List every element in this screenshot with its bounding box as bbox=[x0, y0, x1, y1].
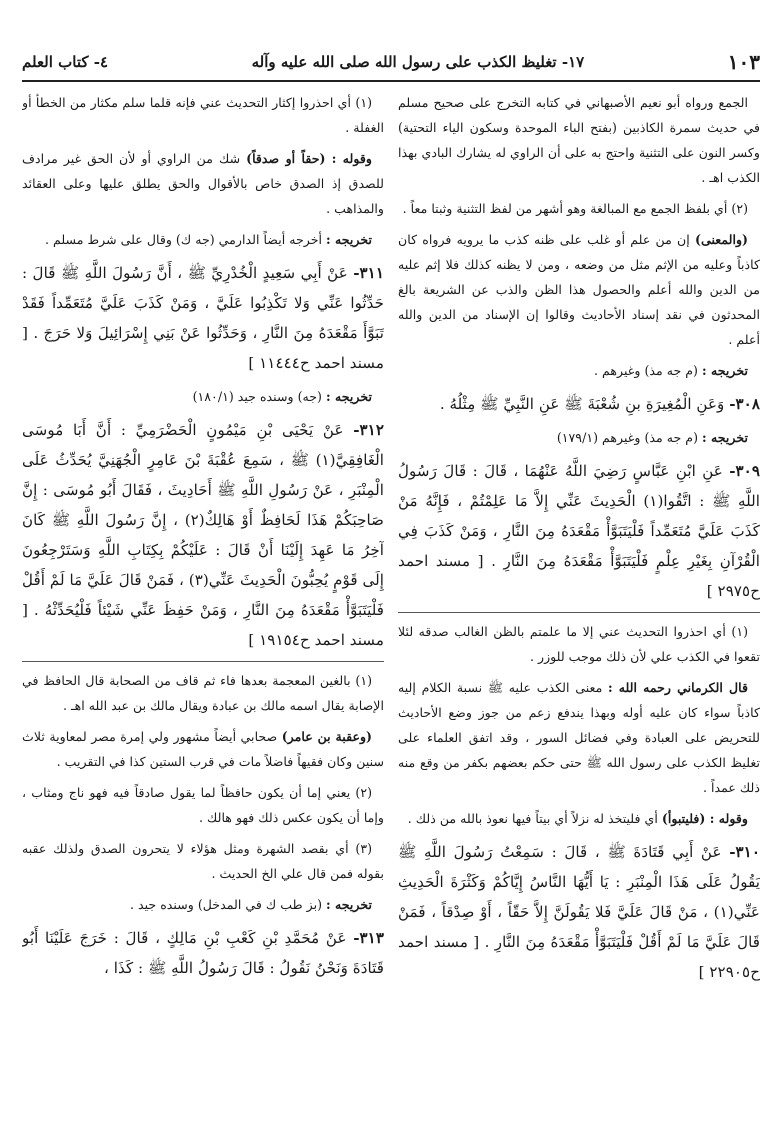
hadith-paragraph bbox=[398, 837, 760, 987]
hadith-paragraph bbox=[22, 923, 384, 983]
note-paragraph bbox=[22, 892, 384, 917]
paragraph-text: (١) بالغين المعجمة بعدها فاء ثم قاف من الصحابة قال الحافظ في الإصابة يقال اسمه مالك بن عبادة ويقال مالك بن عبد الله اهـ . bbox=[22, 673, 384, 713]
paragraph-text: (م جه مذ) وغيرهم . bbox=[594, 363, 702, 378]
note-paragraph bbox=[22, 668, 384, 718]
paragraph-text: شك من الراوي أو لأن الحق غير مرادف للصدق إذ الصدق خاص بالأقوال والحق يطلق عليها وعلى العقائد والمذاهب . bbox=[22, 151, 384, 216]
chapter-title: ١٧- تغليظ الكذب على رسول الله صلى الله عليه وآله bbox=[251, 53, 585, 71]
note-heading: وقوله : (حقاً أو صدقاً) bbox=[246, 151, 372, 166]
note-heading: تخريجه : bbox=[701, 430, 748, 445]
note-heading: تخريجه : bbox=[325, 897, 372, 912]
book-page bbox=[22, 44, 760, 1104]
note-paragraph bbox=[398, 806, 760, 831]
paragraph-text: أخرجه أيضاً الدارمي (جه ك) وقال على شرط مسلم . bbox=[44, 232, 326, 247]
note-paragraph bbox=[22, 90, 384, 140]
paragraph-text: (جه) وسنده جيد (١٨٠/١) bbox=[192, 389, 326, 404]
hadith-number: ٣١٠- bbox=[729, 843, 760, 861]
paragraph-text: الجمع ورواه أبو نعيم الأصبهاني في كتابه التخرج على صحيح مسلم في حديث سمرة الكاذبين (بفتح الباء الموحدة وسكون الياء التحتية) وكسر النون على التثنية واحتج به على أن الراوي له يشارك البادي بهذا الكذب اهـ . bbox=[398, 95, 760, 185]
note-paragraph bbox=[398, 227, 760, 352]
paragraph-text: (٢) أي بلفظ الجمع مع المبالغة وهو أشهر من لفظ التثنية وثبتا معاً . bbox=[402, 201, 748, 216]
right-column bbox=[398, 90, 760, 1100]
book-title: ٤- كتاب العلم bbox=[22, 53, 109, 71]
note-paragraph bbox=[22, 780, 384, 830]
paragraph-text: (بز طب ك في المدخل) وسنده جيد . bbox=[130, 897, 326, 912]
paragraph-text: (١) أي احذروا التحديث عني إلا ما علمتم بالظن الغالب صدقه لئلا تقعوا في الكذب علي لأن ذلك موجب للوزر . bbox=[398, 624, 760, 664]
hadith-number: ٣٠٨- bbox=[729, 395, 760, 413]
paragraph-text: (١) أي احذروا إكثار التحديث عني فإنه قلما سلم مكثار من الخطأ أو الغفلة . bbox=[22, 95, 384, 135]
hadith-number: ٣١١- bbox=[353, 264, 384, 282]
left-column bbox=[22, 90, 384, 1100]
hadith-number: ٣٠٩- bbox=[729, 462, 760, 480]
footnote-separator bbox=[22, 661, 384, 662]
note-paragraph bbox=[398, 425, 760, 450]
note-paragraph bbox=[398, 90, 760, 190]
paragraph-text: (٢) يعني إما أن يكون حافظاً لما يقول صادقاً فيه فهو ناج ومثاب ، وإما أن يكون عكس ذلك فهو هالك . bbox=[22, 785, 384, 825]
paragraph-text: عَنْ أَبِي سَعِيدٍ الْخُدْرِيِّ ﷺ ، أَنَّ رَسُولَ اللَّهِ ﷺ قَالَ : حَدِّثُوا عَنِّي وَلا تَكْذِبُوا عَلَيَّ ، وَمَنْ كَذَبَ عَلَيَّ مُتَعَمِّداً فَقَدْ تَبَوَّأَ مَقْعَدَهُ مِنَ النَّارِ ، وَحَدِّثُوا عَنْ بَنِي إِسْرَائِيلَ وَلا حَرَجَ . [ مسند احمد ح١١٤٤٤ ] bbox=[22, 264, 384, 372]
hadith-paragraph bbox=[398, 389, 760, 419]
paragraph-text: عَنْ مُحَمَّدِ بْنِ كَعْبِ بْنِ مَالِكٍ ، قَالَ : خَرَجَ عَلَيْنَا أَبُو قَتَادَةَ وَنَحْنُ نَقُولُ : قَالَ رَسُولُ اللَّهِ ﷺ : كَذَا ، bbox=[22, 929, 384, 977]
note-heading: تخريجه : bbox=[325, 232, 372, 247]
hadith-paragraph bbox=[22, 415, 384, 655]
note-paragraph bbox=[22, 146, 384, 221]
paragraph-text: وَعَنِ الْمُغِيرَةِ بنِ شُعْبَةَ ﷺ عَنِ النَّبِيِّ ﷺ مِثْلُهُ . bbox=[439, 395, 730, 413]
note-heading: تخريجه : bbox=[325, 389, 372, 404]
note-paragraph bbox=[22, 227, 384, 252]
paragraph-text: (م جه مذ) وغيرهم (١٧٩/١) bbox=[556, 430, 702, 445]
note-paragraph bbox=[398, 619, 760, 669]
paragraph-text: عَنِ ابْنِ عَبَّاسٍ رَضِيَ اللَّهُ عَنْهُمَا ، قَالَ : قَالَ رَسُولُ اللَّهِ ﷺ : اتَّقُوا(١) الْحَدِيثَ عَنِّي إِلاَّ مَا عَلِمْتُمْ ، فَإِنَّهُ مَنْ كَذَبَ عَلَيَّ مُتَعَمِّداً فَلْيَتَبَوَّأْ مَقْعَدَهُ مِنَ النَّارِ ، وَمَنْ كَذَبَ فِي الْقُرْآنِ بِغَيْرِ عِلْمٍ فَلْيَتَبَوَّأْ مَقْعَدَهُ مِنَ النَّارِ . [ مسند احمد ح٢٩٧٥ ] bbox=[398, 462, 760, 600]
paragraph-text: معنى الكذب عليه ﷺ نسبة الكلام إليه كاذباً سواء كان عليه أوله وبهذا يندفع زعم من جوز وضع الأحاديث للتحريض على العبادة وفي فضائل السور ، وقد اتفق العلماء على تغليظ الكذب على رسول الله ﷺ حتى حكم بعضهم بكفر من وقع منه ذلك عمداً . bbox=[398, 680, 760, 795]
paragraph-text: (٣) أي بقصد الشهرة ومثل هؤلاء لا يتحرون الصدق ولذلك عقبه بقوله فمن قال علي الخ الحديث . bbox=[22, 841, 384, 881]
note-heading: (والمعنى) bbox=[695, 232, 748, 247]
footnote-separator bbox=[398, 612, 760, 613]
note-paragraph bbox=[398, 358, 760, 383]
note-heading: تخريجه : bbox=[701, 363, 748, 378]
note-paragraph bbox=[22, 836, 384, 886]
paragraph-text: أي فليتخذ له نزلاً أي بيتاً فيها نعوذ بالله من ذلك . bbox=[407, 811, 662, 826]
paragraph-text: صحابي أيضاً مشهور ولي إمرة مصر لمعاوية ثلاث سنين وكان فقيهاً فاضلاً مات في قرب الستين كذا في التقريب . bbox=[22, 729, 384, 769]
hadith-paragraph bbox=[22, 258, 384, 378]
paragraph-text: إن من علم أو غلب على ظنه كذب ما يرويه فرواه كان كاذباً وعليه من الإثم مثل من وضعه ، ومن لا يظنه كذلك فلا إثم عليه من الدين والله أعلم والحصول هذا الظن والذب عن الشريعة بالغ المحدثون في نقد إسناد الأحاديث وقالوا إن الإسناد من الدين والله أعلم . bbox=[398, 232, 760, 347]
note-heading: قال الكرماني رحمه الله : bbox=[608, 680, 748, 695]
paragraph-text: عَنْ يَحْيَى بْنِ مَيْمُونٍ الْحَضْرَمِيِّ : أَنَّ أَبَا مُوسَى الْغَافِقِيَّ(١) ﷺ ، سَمِعَ عُقْبَةَ بْنَ عَامِرٍ الْجُهَنِيَّ يُحَدِّثُ عَلَى الْمِنْبَرِ ، عَنْ رَسُولِ اللَّهِ ﷺ أَحَادِيثَ ، فَقَالَ أَبُو مُوسَى : إِنَّ صَاحِبَكُمْ هَذَا لَحَافِظٌ أَوْ هَالِكٌ(٢) ، إِنَّ رَسُولَ اللَّهِ ﷺ كَانَ آخِرُ مَا عَهِدَ إِلَيْنَا أَنْ قَالَ : عَلَيْكُمْ بِكِتَابِ اللَّهِ وَسَتَرْجِعُونَ إِلَى قَوْمٍ يُحِبُّونَ الْحَدِيثَ عَنِّي(٣) ، فَمَنْ قَالَ عَلَيَّ مَا لَمْ أَقُلْ فَلْيَتَبَوَّأْ مَقْعَدَهُ مِنَ النَّارِ ، وَمَنْ حَفِظَ عَنِّي شَيْئاً فَلْيُحَدِّثْهُ . [ مسند احمد ح١٩١٥٤ ] bbox=[22, 421, 384, 649]
note-heading: (وعقبة بن عامر) bbox=[281, 729, 372, 744]
note-paragraph bbox=[398, 675, 760, 800]
hadith-paragraph bbox=[398, 456, 760, 606]
running-header bbox=[22, 44, 760, 82]
hadith-number: ٣١٢- bbox=[353, 421, 384, 439]
paragraph-text: عَنْ أَبِي قَتَادَةَ ﷺ ، قَالَ : سَمِعْتُ رَسُولَ اللَّهِ ﷺ يَقُولُ عَلَى هَذَا الْمِنْبَرِ : يَا أَيُّهَا النَّاسُ إِيَّاكُمْ وَكَثْرَةَ الْحَدِيثِ عَنِّي(١) ، مَنْ قَالَ عَلَيَّ فَلا يَقُولَنَّ إِلاَّ حَقّاً ، أَوْ صِدْقاً ، فَمَنْ قَالَ عَلَيَّ مَا لَمْ أَقُلْ فَلْيَتَبَوَّأْ مَقْعَدَهُ مِنَ النَّارِ . [ مسند احمد ح٢٢٩٠٥ ] bbox=[398, 843, 760, 981]
note-paragraph bbox=[22, 724, 384, 774]
note-paragraph bbox=[398, 196, 760, 221]
hadith-number: ٣١٣- bbox=[353, 929, 384, 947]
note-paragraph bbox=[22, 384, 384, 409]
page-number: ١٠٣ bbox=[727, 50, 760, 74]
note-heading: وقوله : (فليتبوأ) bbox=[661, 811, 748, 826]
text-columns bbox=[22, 90, 760, 1100]
